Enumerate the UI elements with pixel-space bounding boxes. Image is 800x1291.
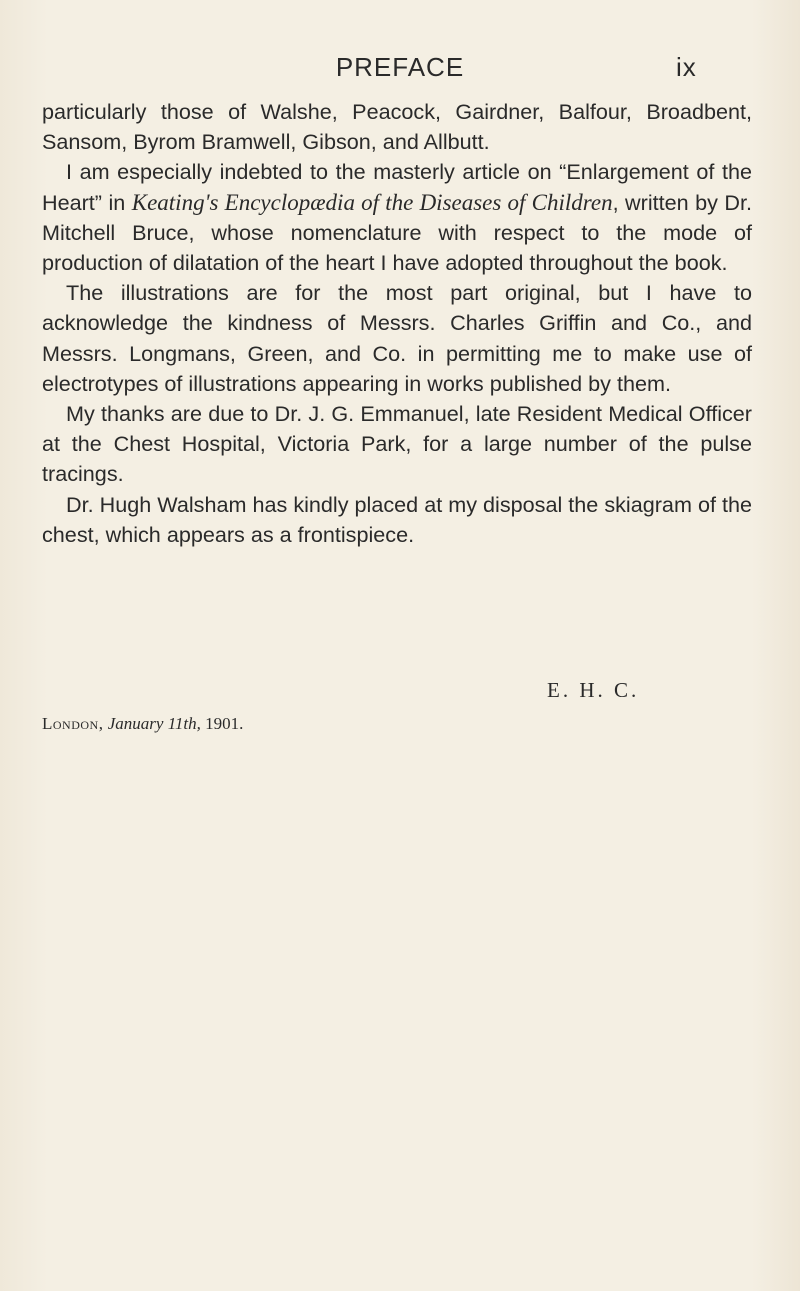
running-title: PREFACE [335,52,465,82]
book-title-italic: Keating's Encyclopædia of the Diseases of Children [131,189,613,215]
dateline-place: London, [42,714,104,733]
running-head [0,52,800,82]
paragraph-text: My thanks are due to Dr. J. G. Emmanuel, late Resident Medical Officer at the Chest Hospital, Victoria Park, for a large number of the pulse tracings. [42,401,752,487]
dateline [42,714,243,734]
dateline-day: 11th, [167,714,201,733]
author-initials: E. H. C. [547,678,640,702]
paragraph-text: The illustrations are for the most part original, but I have to acknowledge the kindness of Messrs. Charles Griffin and Co., and Messrs. Longmans, Green, and Co. in permitting me to make use of electrotypes of illustrations appearing in works published by them. [42,280,752,396]
paragraph [42,490,752,550]
paragraph-text: , written by Dr. Mitchell Bruce, whose nomenclature with respect to the mode of production of dilatation of the heart I have adopted throughout the book. [42,189,752,276]
preface-body [42,97,752,550]
paragraph-text: I am especially indebted to the masterly article on “Enlargement of the Heart” in [42,159,752,215]
paragraph [42,399,752,490]
paragraph-text: particularly those of Walshe, Peacock, Gairdner, Balfour, Broadbent, Sansom, Byrom Bramwell, Gibson, and Allbutt. [42,99,752,155]
paragraph [42,157,752,278]
dateline-year: 1901. [205,714,244,733]
paragraph [42,278,752,399]
page-number: ix [676,52,697,82]
paragraph [42,97,752,157]
paragraph-text: Dr. Hugh Walsham has kindly placed at my disposal the skiagram of the chest, which appears as a frontispiece. [42,491,752,547]
dateline-month: January [107,714,164,733]
